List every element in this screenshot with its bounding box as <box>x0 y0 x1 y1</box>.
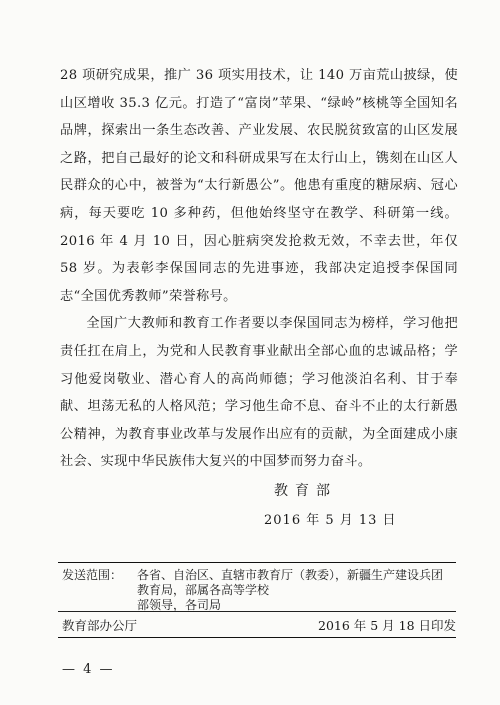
document-body <box>60 62 458 476</box>
paragraph-call-to-action: 全国广大教师和教育工作者要以李保国同志为榜样，学习他把责任扛在肩上，为党和人民教育事业献出全部心血的忠诚品格；学习他爱岗敬业、潜心育人的高尚师德；学习他淡泊名利、甘于奉献、坦荡无私的人格风范；学习他生命不息、奋斗不止的太行新愚公精神，为教育事业改革与发展作出应有的贡献，为全面建成小康社会、实现中华民族伟大复兴的中国梦而努力奋斗。 <box>60 316 458 470</box>
issuer-top-rule <box>58 611 456 612</box>
distribution-top-rule <box>58 562 456 563</box>
signature-organization: 教育部 <box>274 483 337 499</box>
distribution-line: 教育局，部属各高等学校 <box>137 583 270 597</box>
distribution-label: 发送范围： <box>62 568 123 582</box>
issued-date: 2016 年 5 月 18 日印发 <box>318 618 457 633</box>
distribution-line: 部领导，各司局 <box>137 598 222 612</box>
paragraph-continued: 28 项研究成果，推广 36 项实用技术，让 140 万亩荒山披绿，使山区增收 35.3 亿元。打造了“富岗”苹果、“绿岭”核桃等全国知名品牌，探索出一条生态改善、产业发展、农民脱贫致富的山区发展之路，把自己最好的论文和科研成果写在太行山上，镌刻在山区人民群众的心中，被誉为“太行新愚公”。他患有重度的糖尿病、冠心病，每天要吃 10 多种药，但他始终坚守在教学、科研第一线。2016 年 4 月 10 日，因心脏病突发抢救无效，不幸去世，年仅 58 岁。为表彰李保国同志的先进事迹，我部决定追授李保国同志“全国优秀教师”荣誉称号。 <box>60 68 458 304</box>
distribution-line: 各省、自治区、直辖市教育厅（教委），新疆生产建设兵团 <box>137 568 444 582</box>
issuer-bottom-rule <box>58 637 456 638</box>
page-number: — 4 — <box>62 662 115 677</box>
issuing-office: 教育部办公厅 <box>62 618 138 633</box>
distribution-scope <box>62 568 454 613</box>
signature-date: 2016 年 5 月 13 日 <box>264 513 397 528</box>
